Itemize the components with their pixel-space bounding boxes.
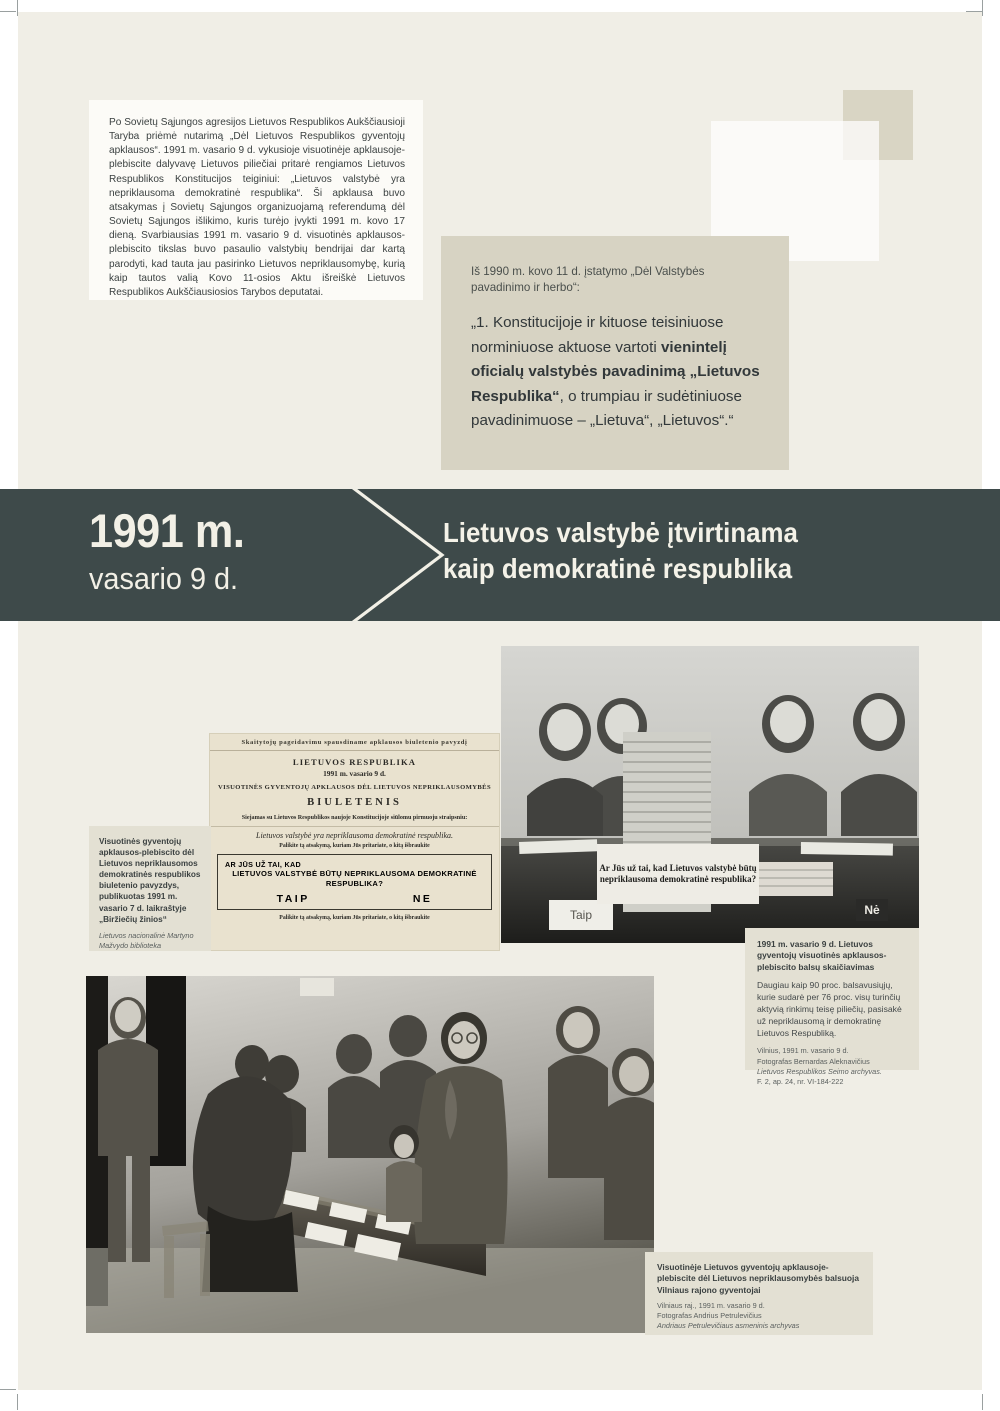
sign-taip-label: Taip: [569, 908, 592, 922]
caption-ballot: [89, 826, 211, 951]
ballot-question-box: [217, 854, 492, 910]
photo-polling-station: [86, 976, 654, 1333]
sign-question-board: [597, 844, 759, 904]
ballot-constitution-sentence: Lietuvos valstybė yra nepriklausoma demokratinė respublika.: [210, 826, 499, 840]
caption-count-title: 1991 m. vasario 9 d. Lietuvos gyventojų visuotinės apklausos-plebiscito balsų skaičiavimas: [757, 939, 887, 972]
caption-ballot-source-archive: Lietuvos nacionalinė Martyno Mažvydo biblioteka: [99, 930, 194, 951]
caption-polling-station: [645, 1252, 873, 1335]
caption-ballot-title: Visuotinės gyventojų apklausos-plebiscito dėl Lietuvos nepriklausomos demokratinės respublikos biuletenio pavyzdys, publikuotas 1991 m. vasario 7 d. laikraštyje „Biržiečių žinios“: [99, 837, 201, 924]
caption-count-body: Daugiau kaip 90 proc. balsavusiųjų, kurie sudarė per 76 proc. visų turinčių aktyvią rinkimų teisę piliečių, pasisakė už nepriklausomą ir demokratinę Lietuvos Respubliką.: [757, 979, 902, 1038]
caption-vote-archive: Andriaus Petrulevičiaus asmeninis archyvas: [657, 1321, 800, 1331]
crop-mark-bottom-right-v: [982, 1394, 983, 1410]
ballot-answer-yes: TAIP: [276, 893, 310, 906]
ballot-subtitle: VISUOTINĖS GYVENTOJŲ APKLAUSOS DĖL LIETUVOS NEPRIKLAUSOMYBĖS: [217, 784, 492, 791]
caption-count-reference: F. 2, ap. 24, nr. VI-184-222: [757, 1077, 844, 1087]
photo-vote-counting: [501, 646, 919, 943]
caption-vote-place: Vilniaus raj., 1991 m. vasario 9 d.: [657, 1300, 765, 1310]
caption-vote-source: [657, 1301, 861, 1332]
ballot-header: Skaitytojų pageidavimu spausdiname apklausos biuletenio pavyzdį: [210, 734, 499, 751]
banner-title-group: [443, 515, 963, 587]
intro-text-panel: [89, 100, 423, 300]
caption-vote-photographer: Fotografas Andrius Petrulevičius: [657, 1311, 762, 1321]
ballot-newspaper-clipping: [209, 733, 500, 951]
banner-day: vasario 9 d.: [89, 561, 239, 596]
caption-ballot-source: [99, 931, 203, 952]
banner-title-line-2: kaip demokratinė respublika: [443, 553, 793, 584]
caption-count-photographer: Fotografas Bernardas Aleknavičius: [757, 1056, 870, 1066]
quote-part-2: , o trumpiau ir sudėtiniuose pavadinimuose – „Lietuva“, „Lietuvos“.“: [471, 387, 742, 430]
quote-part-1: „1. Konstitucijoje ir kituose teisiniuose norminiuose aktuose vartoti: [471, 314, 724, 356]
banner-title-line-1: Lietuvos valstybė įtvirtinama: [443, 517, 798, 548]
sign-ne-label: Nė: [864, 903, 880, 917]
caption-count-place: Vilnius, 1991 m. vasario 9 d.: [757, 1046, 849, 1056]
date-title-banner: [0, 489, 1000, 621]
law-quote-panel: [441, 236, 789, 470]
quote-source-label: Iš 1990 m. kovo 11 d. įstatymo „Dėl Valstybės pavadinimo ir herbo“:: [471, 265, 705, 294]
ballot-question-line-1: AR JŪS UŽ TAI, KAD: [225, 860, 301, 870]
sign-ne: [856, 899, 888, 921]
crop-mark-bottom-left-v: [17, 1394, 18, 1410]
ballot-answer-no: NE: [412, 893, 433, 906]
ballot-word-biuletenis: BIULETENIS: [307, 797, 402, 809]
caption-count-archive: Lietuvos Respublikos Seimo archyvas.: [757, 1067, 882, 1077]
crop-mark-top-left-h: [0, 11, 16, 12]
ballot-answer-row: [225, 893, 484, 905]
intro-paragraph: Po Sovietų Sąjungos agresijos Lietuvos Respublikos Aukščiausioji Taryba priėmė nutarimą „Dėl Lietuvos Respublikos gyventojų apklausos“. 1991 m. vasario 9 d. vykusioje visuotinėje apklausoje-plebiscite dalyvavę Lietuvos piliečiai pritarė rengiamos Lietuvos Respublikos Konstitucijos teiginiui: „Lietuvos valstybė yra nepriklausoma demokratinė respublika“. Ši apklausa buvo atsakymas į Sovietų Sąjungos organizuojamą referendumą dėl Sovietų Sąjungos išlikimo, kuris turėjo įvykti 1991 m. kovo 17 dieną. Svarbiausias 1991 m. vasario 9 d. visuotinės apklausos-plebiscito tikslas buvo pasaulio valstybių bendrijai dar kartą parodyti, kad tauta jau pasirinko Lietuvos nepriklausomybę, kurią kaip tautos valią Kovo 11-osios Aktu išreiškė Lietuvos Respublikos Aukščiausiosios Tarybos deputatai.: [109, 117, 405, 298]
crop-mark-top-right-v: [982, 0, 983, 16]
sign-question-label: Ar Jūs už tai, kad Lietuvos valstybė būtų nepriklausoma demokratinė respublika?: [599, 862, 757, 884]
ballot-reference-note: Siejamas su Lietuvos Respublikos naujoje Konstitucijoje siūlomu pirmuoju straipsniu:: [241, 815, 468, 822]
ballot-date: 1991 m. vasario 9 d.: [323, 769, 386, 778]
crop-mark-bottom-left-h: [0, 1389, 16, 1390]
quote-text: [471, 311, 761, 434]
chevron-right-icon: [338, 489, 448, 621]
ballot-republic-title: LIETUVOS RESPUBLIKA: [292, 757, 417, 767]
ballot-instruction-bottom: Palikite tą atsakymą, kuriam Jūs pritariate, o kitą išbraukite: [279, 915, 430, 922]
quote-bold-emphasis: vienintelį oficialų valstybės pavadinimą „Lietuvos Respublika“: [471, 338, 760, 405]
ballot-question-line-2: LIETUVOS VALSTYBĖ BŪTŲ NEPRIKLAUSOMA DEMOKRATINĖ RESPUBLIKA?: [232, 869, 477, 889]
photo-polling-station-content: [86, 976, 654, 1333]
caption-count-source: [757, 1046, 908, 1087]
caption-vote-title: Visuotinėje Lietuvos gyventojų apklausoje-plebiscite dėl Lietuvos nepriklausomybės balsuoja Vilniaus rajono gyventojai: [657, 1262, 859, 1295]
ballot-instruction-top: Palikite tą atsakymą, kuriam Jūs pritariate, o kitą išbraukite: [279, 843, 430, 850]
sign-taip: [549, 900, 613, 930]
caption-vote-counting: [745, 928, 919, 1087]
banner-year: 1991 m.: [89, 504, 245, 557]
